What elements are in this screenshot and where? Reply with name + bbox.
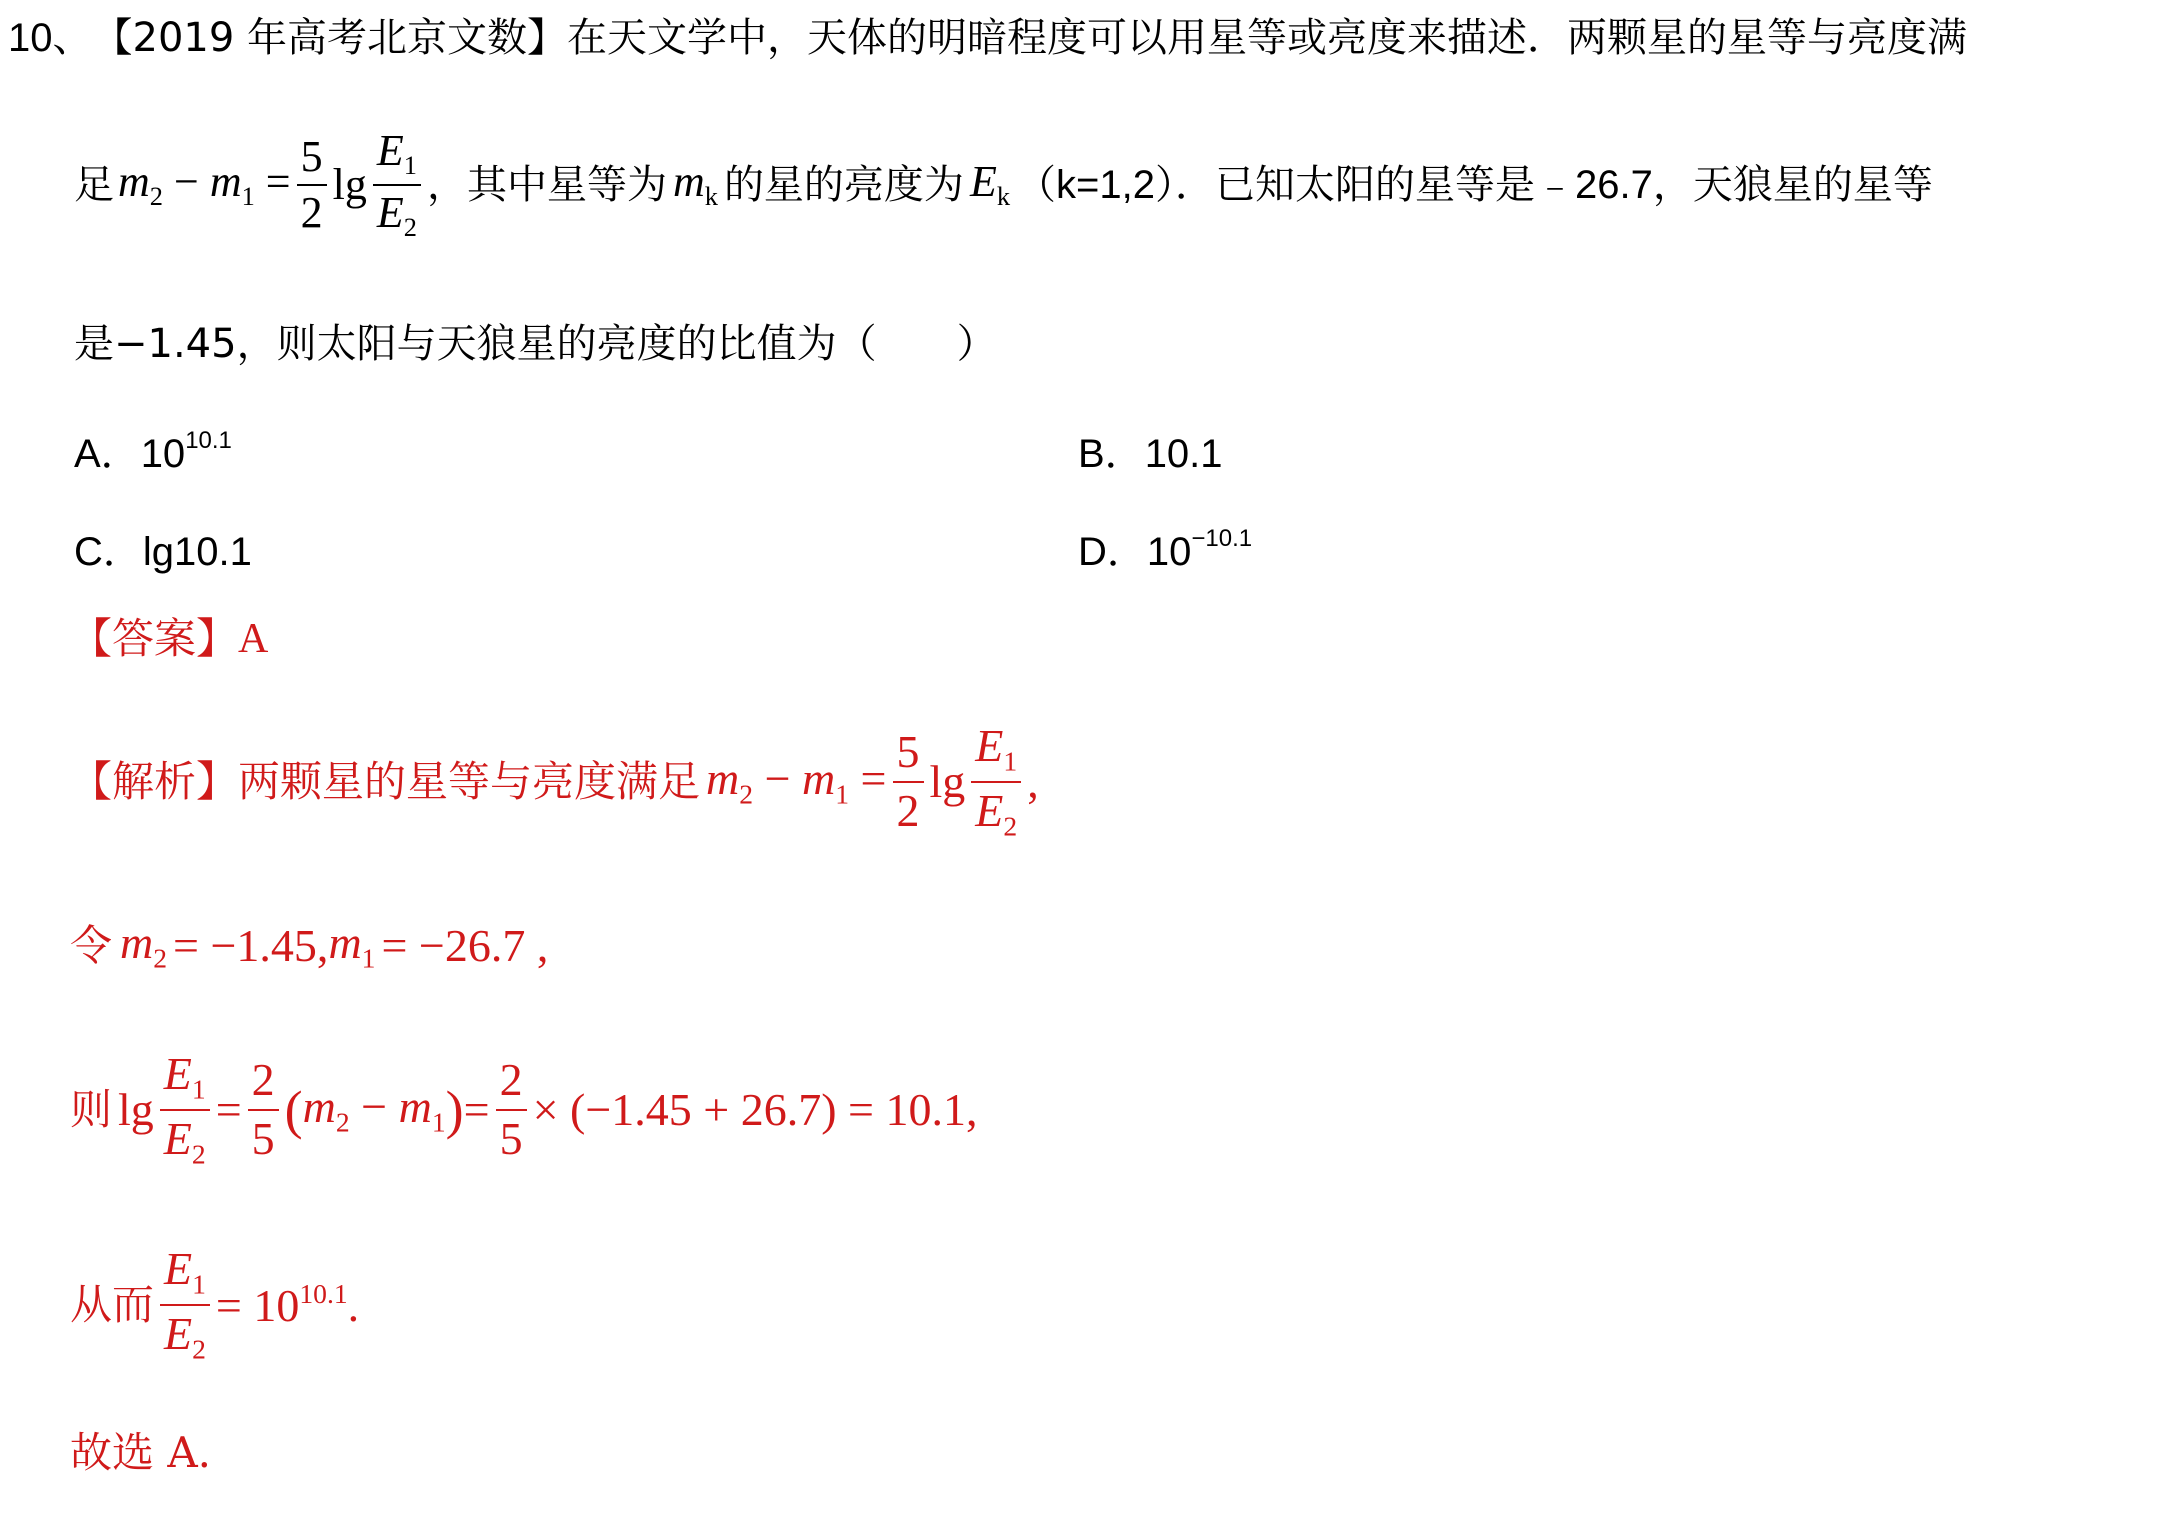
analysis-intro: 两颗星的星等与亮度满足 bbox=[238, 756, 701, 806]
lg-symbol: lg bbox=[332, 159, 367, 209]
option-b[interactable]: B．10.1 bbox=[1078, 432, 1223, 476]
question-line3: 是−1.45，则太阳与天狼星的亮度的比值为（ ） bbox=[74, 321, 997, 367]
analysis-formula-lhs: $m_2 - m_1$ = bbox=[706, 752, 887, 810]
thus-value: = $10^{10.1}$. bbox=[215, 1278, 360, 1332]
question-line-1 bbox=[8, 15, 1968, 61]
fraction-E1-E2: $\frac{E_1}{E_2}$ bbox=[373, 128, 421, 242]
answer-value: A bbox=[238, 616, 269, 662]
question-line2-k: （k=1,2）．已知太阳的星等是﹣26.7，天狼星的星等 bbox=[1016, 162, 1933, 207]
analysis-line-1: 【解析】 两颗星的星等与亮度满足 $m_2 - m_1$ = $\frac{5}{2}$ lg $\frac{E_1}{E_2}$ , bbox=[70, 720, 1039, 842]
analysis-let-line: 令 $m_2$ = −1.45, $m_1$ = −26.7 , bbox=[70, 917, 549, 974]
let-m2: $m_2$ bbox=[120, 917, 168, 974]
analysis-thus-line bbox=[70, 1245, 359, 1364]
analysis-lg: lg bbox=[929, 755, 966, 807]
then-fraction-E1-E2: $\frac{E_1}{E_2}$ bbox=[160, 1050, 210, 1169]
question-line2-mid2: 的星的亮度为 bbox=[723, 161, 964, 208]
then-fraction-2-5: $\frac{2}{5}$ bbox=[248, 1056, 279, 1163]
question-line-3 bbox=[74, 321, 997, 367]
answer-line bbox=[70, 614, 269, 663]
question-intro: 在天文学中，天体的明暗程度可以用星等或亮度来描述．两颗星的星等与亮度满 bbox=[567, 15, 1968, 61]
then-fraction-2-5b: $\frac{2}{5}$ bbox=[496, 1056, 527, 1163]
thus-prefix: 从而 bbox=[70, 1279, 155, 1329]
question-number: 10、 bbox=[8, 16, 93, 60]
option-c[interactable]: C．lg10.1 bbox=[74, 530, 252, 574]
analysis-label: 【解析】 bbox=[70, 756, 239, 806]
then-prefix: 则 bbox=[70, 1084, 113, 1134]
fraction-5-2: $\frac{5}{2}$ bbox=[297, 134, 327, 236]
question-source: 【2019 年高考北京文数】 bbox=[92, 15, 568, 61]
answer-label: 【答案】 bbox=[70, 614, 239, 663]
question-line2-mid: ，其中星等为 bbox=[426, 161, 667, 208]
thus-fraction-E1-E2: $\frac{E_1}{E_2}$ bbox=[160, 1245, 210, 1364]
let-prefix: 令 bbox=[70, 921, 113, 971]
let-m1: $m_1$ bbox=[328, 917, 376, 974]
analysis-conclusion: 故选 A. bbox=[70, 1428, 212, 1477]
question-line-2 bbox=[74, 128, 1933, 242]
then-m-diff: $m_2 - m_1$ bbox=[302, 1080, 446, 1138]
Ek-symbol: $E_k$ bbox=[969, 157, 1011, 212]
analysis-fraction-5-2: $\frac{5}{2}$ bbox=[893, 728, 924, 835]
then-result: × (−1.45 + 26.7) = 10.1, bbox=[532, 1083, 978, 1135]
analysis-then-line: 则 lg $\frac{E_1}{E_2}$ = $\frac{2}{5}$ ( $m_2 - m_1$ ) = $\frac{2}{5}$ × (−1.45 + 26.7) = 10.1, bbox=[70, 1048, 978, 1170]
option-a[interactable]: A．$10^{10.1}$ bbox=[74, 426, 232, 476]
analysis-fraction-E1-E2: $\frac{E_1}{E_2}$ bbox=[971, 722, 1021, 841]
mk-symbol: $m_k$ bbox=[672, 157, 718, 212]
formula-lhs: $m_2 - m_1$ = bbox=[118, 157, 291, 212]
option-d[interactable]: D．$10^{-10.1}$ bbox=[1078, 524, 1253, 574]
question-line2-prefix: 足 bbox=[74, 161, 114, 208]
